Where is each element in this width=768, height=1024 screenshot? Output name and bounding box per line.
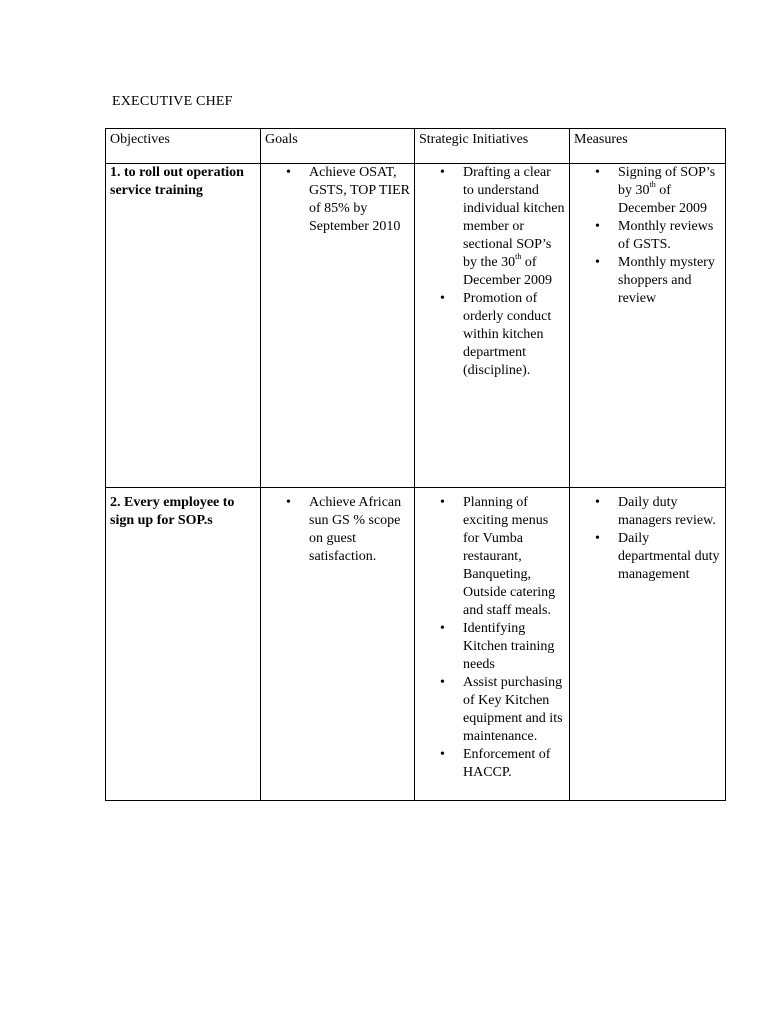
header-strategic-initiatives: Strategic Initiatives: [415, 129, 570, 164]
list-item: • Signing of SOP’s by 30th of December 2009: [595, 165, 716, 216]
measures-cell: [570, 488, 726, 801]
objective-cell: 1. to roll out operation service training: [106, 164, 261, 488]
initiatives-list: [419, 494, 565, 782]
list-item: • Planning of exciting menus for Vumba restaurant, Banqueting, Outside catering and staff meals.: [440, 495, 556, 618]
initiatives-list: [419, 164, 565, 380]
table-row: [106, 164, 726, 488]
bullet-icon: •: [440, 291, 445, 306]
header-measures: Measures: [570, 129, 726, 164]
bullet-icon: •: [595, 255, 600, 270]
list-item: • Promotion of orderly conduct within kitchen department (discipline).: [440, 291, 552, 378]
bullet-icon: •: [440, 165, 445, 180]
bullet-icon: •: [595, 495, 600, 510]
bullet-icon: •: [595, 531, 600, 546]
measures-list: [574, 494, 721, 584]
bullet-icon: •: [440, 621, 445, 636]
goals-list: [265, 164, 410, 236]
objectives-table: [105, 128, 726, 801]
list-item: • Achieve OSAT, GSTS, TOP TIER of 85% by September 2010: [286, 165, 411, 234]
bullet-icon: •: [595, 219, 600, 234]
list-item: • Monthly mystery shoppers and review: [595, 255, 715, 306]
bullet-icon: •: [440, 747, 445, 762]
list-item: • Achieve African sun GS % scope on guest satisfaction.: [286, 495, 402, 564]
measures-list: [574, 164, 721, 308]
objective-cell: 2. Every employee to sign up for SOP.s: [106, 488, 261, 801]
measures-cell: [570, 164, 726, 488]
goals-list: [265, 494, 410, 566]
list-item: • Drafting a clear to understand individual kitchen member or sectional SOP’s by the 30th of December 2009: [440, 165, 565, 288]
table-header-row: [106, 129, 726, 164]
list-item: • Enforcement of HACCP.: [440, 747, 551, 780]
bullet-icon: •: [595, 165, 600, 180]
list-item: • Daily duty managers review.: [595, 495, 716, 528]
table-row: [106, 488, 726, 801]
page-title: EXECUTIVE CHEF: [112, 94, 233, 109]
goals-cell: [261, 488, 415, 801]
initiatives-cell: [415, 164, 570, 488]
bullet-icon: •: [440, 495, 445, 510]
list-item: • Daily departmental duty management: [595, 531, 720, 582]
bullet-icon: •: [286, 495, 291, 510]
list-item: • Assist purchasing of Key Kitchen equipment and its maintenance.: [440, 675, 563, 744]
initiatives-cell: [415, 488, 570, 801]
goals-cell: [261, 164, 415, 488]
header-objectives: Objectives: [106, 129, 261, 164]
bullet-icon: •: [286, 165, 291, 180]
list-item: • Monthly reviews of GSTS.: [595, 219, 714, 252]
bullet-icon: •: [440, 675, 445, 690]
header-goals: Goals: [261, 129, 415, 164]
list-item: • Identifying Kitchen training needs: [440, 621, 555, 672]
